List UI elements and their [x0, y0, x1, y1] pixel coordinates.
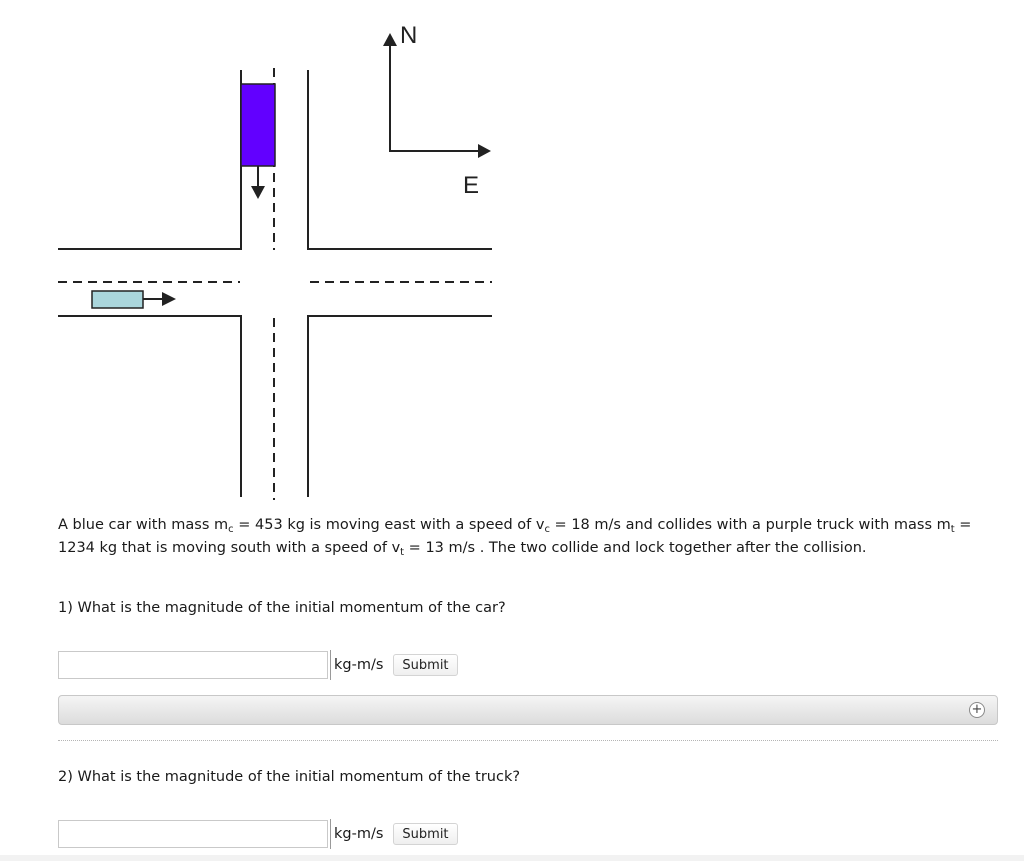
truck-mass: 1234 [58, 540, 95, 556]
submit-button-2[interactable]: Submit [393, 823, 457, 845]
car-color: blue [72, 517, 104, 533]
submit-button-1[interactable]: Submit [393, 654, 457, 676]
car-mass: 453 [255, 517, 283, 533]
north-arrow-icon [383, 33, 397, 46]
blue-car [92, 291, 143, 308]
car-speed: 18 [571, 517, 590, 533]
problem-statement: A blue car with mass $m_c = 453$ kg is moving east with a speed of $v_c = 18$ m/s and collides with a purple truck with mass $m_t = 1234$ kg that is moving south with a speed of $v_t = 13$ m/s . The two collide and lock together after the collision. [58, 517, 972, 558]
answer-input-1[interactable] [58, 651, 328, 679]
east-arrow-icon [478, 144, 491, 158]
answer-input-2[interactable] [58, 820, 328, 848]
compass [383, 22, 491, 199]
east-label: E [463, 172, 480, 199]
truck-speed: 13 [425, 540, 444, 556]
unit-label-1: kg-m/s [330, 650, 389, 680]
question-1: 1) What is the magnitude of the initial momentum of the car? [58, 600, 506, 616]
intersection-diagram [0, 0, 520, 505]
question-2: 2) What is the magnitude of the initial momentum of the truck? [58, 769, 521, 785]
answer-row-2 [58, 818, 458, 850]
answer-row-1 [58, 649, 458, 681]
bottom-strip [0, 855, 1024, 861]
hint-bar[interactable] [58, 695, 998, 725]
question-separator [58, 740, 998, 741]
unit-label-2: kg-m/s [330, 819, 389, 849]
truck-velocity-arrow [251, 166, 265, 199]
truck-color: purple [765, 517, 813, 533]
purple-truck [241, 84, 275, 166]
north-label: N [400, 22, 418, 49]
plus-circle-icon[interactable]: + [969, 702, 985, 718]
car-velocity-arrow [143, 292, 176, 306]
